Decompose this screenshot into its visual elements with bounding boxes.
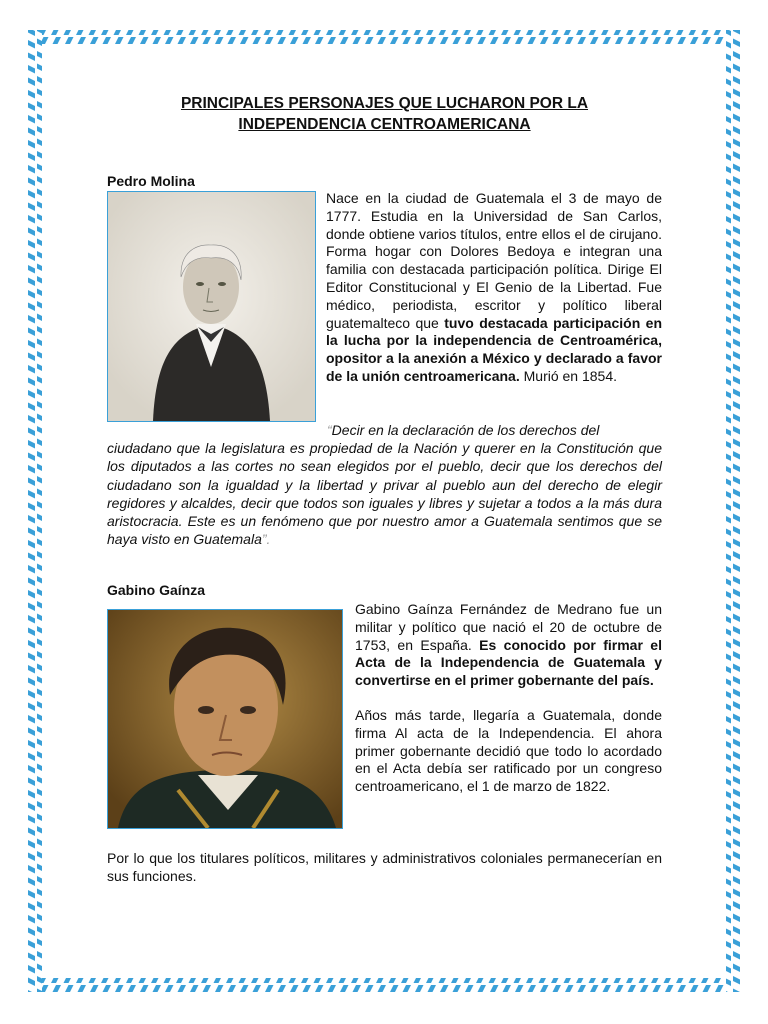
- portrait-engraving-icon: [108, 192, 315, 421]
- molina-quote: [107, 421, 662, 548]
- quote-open-mark: “: [327, 422, 332, 438]
- molina-quote-first-line: Decir en la declaración de los derechos del: [331, 422, 600, 438]
- molina-bio-text: Nace en la ciudad de Guatemala el 3 de mayo de 1777. Estudia en la Universidad de San Carlos, donde obtiene varios títulos, entre ellos el de cirujano. Forma hogar con Dolores Bedoya e integran una familia con destacada participación política. Dirige El Editor Constitucional y El Genio de la Libertad. Fue médico, periodista, escritor y político liberal guatemalteco que: [326, 190, 662, 331]
- molina-bio-end: Murió en 1854.: [519, 367, 618, 384]
- gainza-bio: [355, 601, 662, 796]
- gainza-closing: Por lo que los titulares políticos, militares y administrativos coloniales permanecerían en sus funciones.: [107, 850, 662, 884]
- portrait-painting-icon: [108, 610, 342, 828]
- molina-portrait: [107, 191, 316, 422]
- gainza-name: Gabino Gaínza: [107, 582, 206, 598]
- title-line-2: INDEPENDENCIA CENTROAMERICANA: [238, 116, 531, 133]
- gainza-bio-text: Gabino Gaínza Fernández de Medrano fue un militar y político que nació el 20 de octubre de 1753, en España.: [355, 601, 662, 653]
- molina-name: Pedro Molina: [107, 173, 195, 189]
- title-line-1: PRINCIPALES PERSONAJES QUE LUCHARON POR LA: [180, 95, 589, 112]
- molina-quote-text: ciudadano que la legislatura es propiedad de la Nación y querer en la Constitución que los diputados a las cortes no sean elegidos por el pueblo, decir que los derechos del ciudadano son la igualdad y la libertad y privar al pueblo aun del derecho de elegir regidores y alcaldes, decir que todos son iguales y libres y sujetar a todos a la más dura aristocracia. Este es un fenómeno que por nuestro amor a Guatemala sentimos que se haya visto en Guatemala: [107, 440, 662, 548]
- molina-bio: [326, 190, 662, 386]
- quote-close-mark: ”.: [261, 531, 271, 548]
- page-title: [107, 93, 662, 135]
- gainza-paragraph-2: Años más tarde, llegaría a Guatemala, donde firma Al acta de la Independencia. El ahora primer gobernante decidió que todo lo acordado en el Acta debía ser ratificado por un congreso centroamericano, el 1 de marzo de 1822.: [355, 706, 662, 795]
- molina-bio-highlight: tuvo destacada participación en la lucha por la independencia de Centroamérica, opositor a la anexión a México y declarado a favor de la unión centroamericana.: [326, 314, 662, 384]
- gainza-portrait: [107, 609, 343, 829]
- gainza-bio-highlight: Es conocido por firmar el Acta de la Independencia de Guatemala y convertirse en el primer gobernante del país.: [355, 636, 662, 689]
